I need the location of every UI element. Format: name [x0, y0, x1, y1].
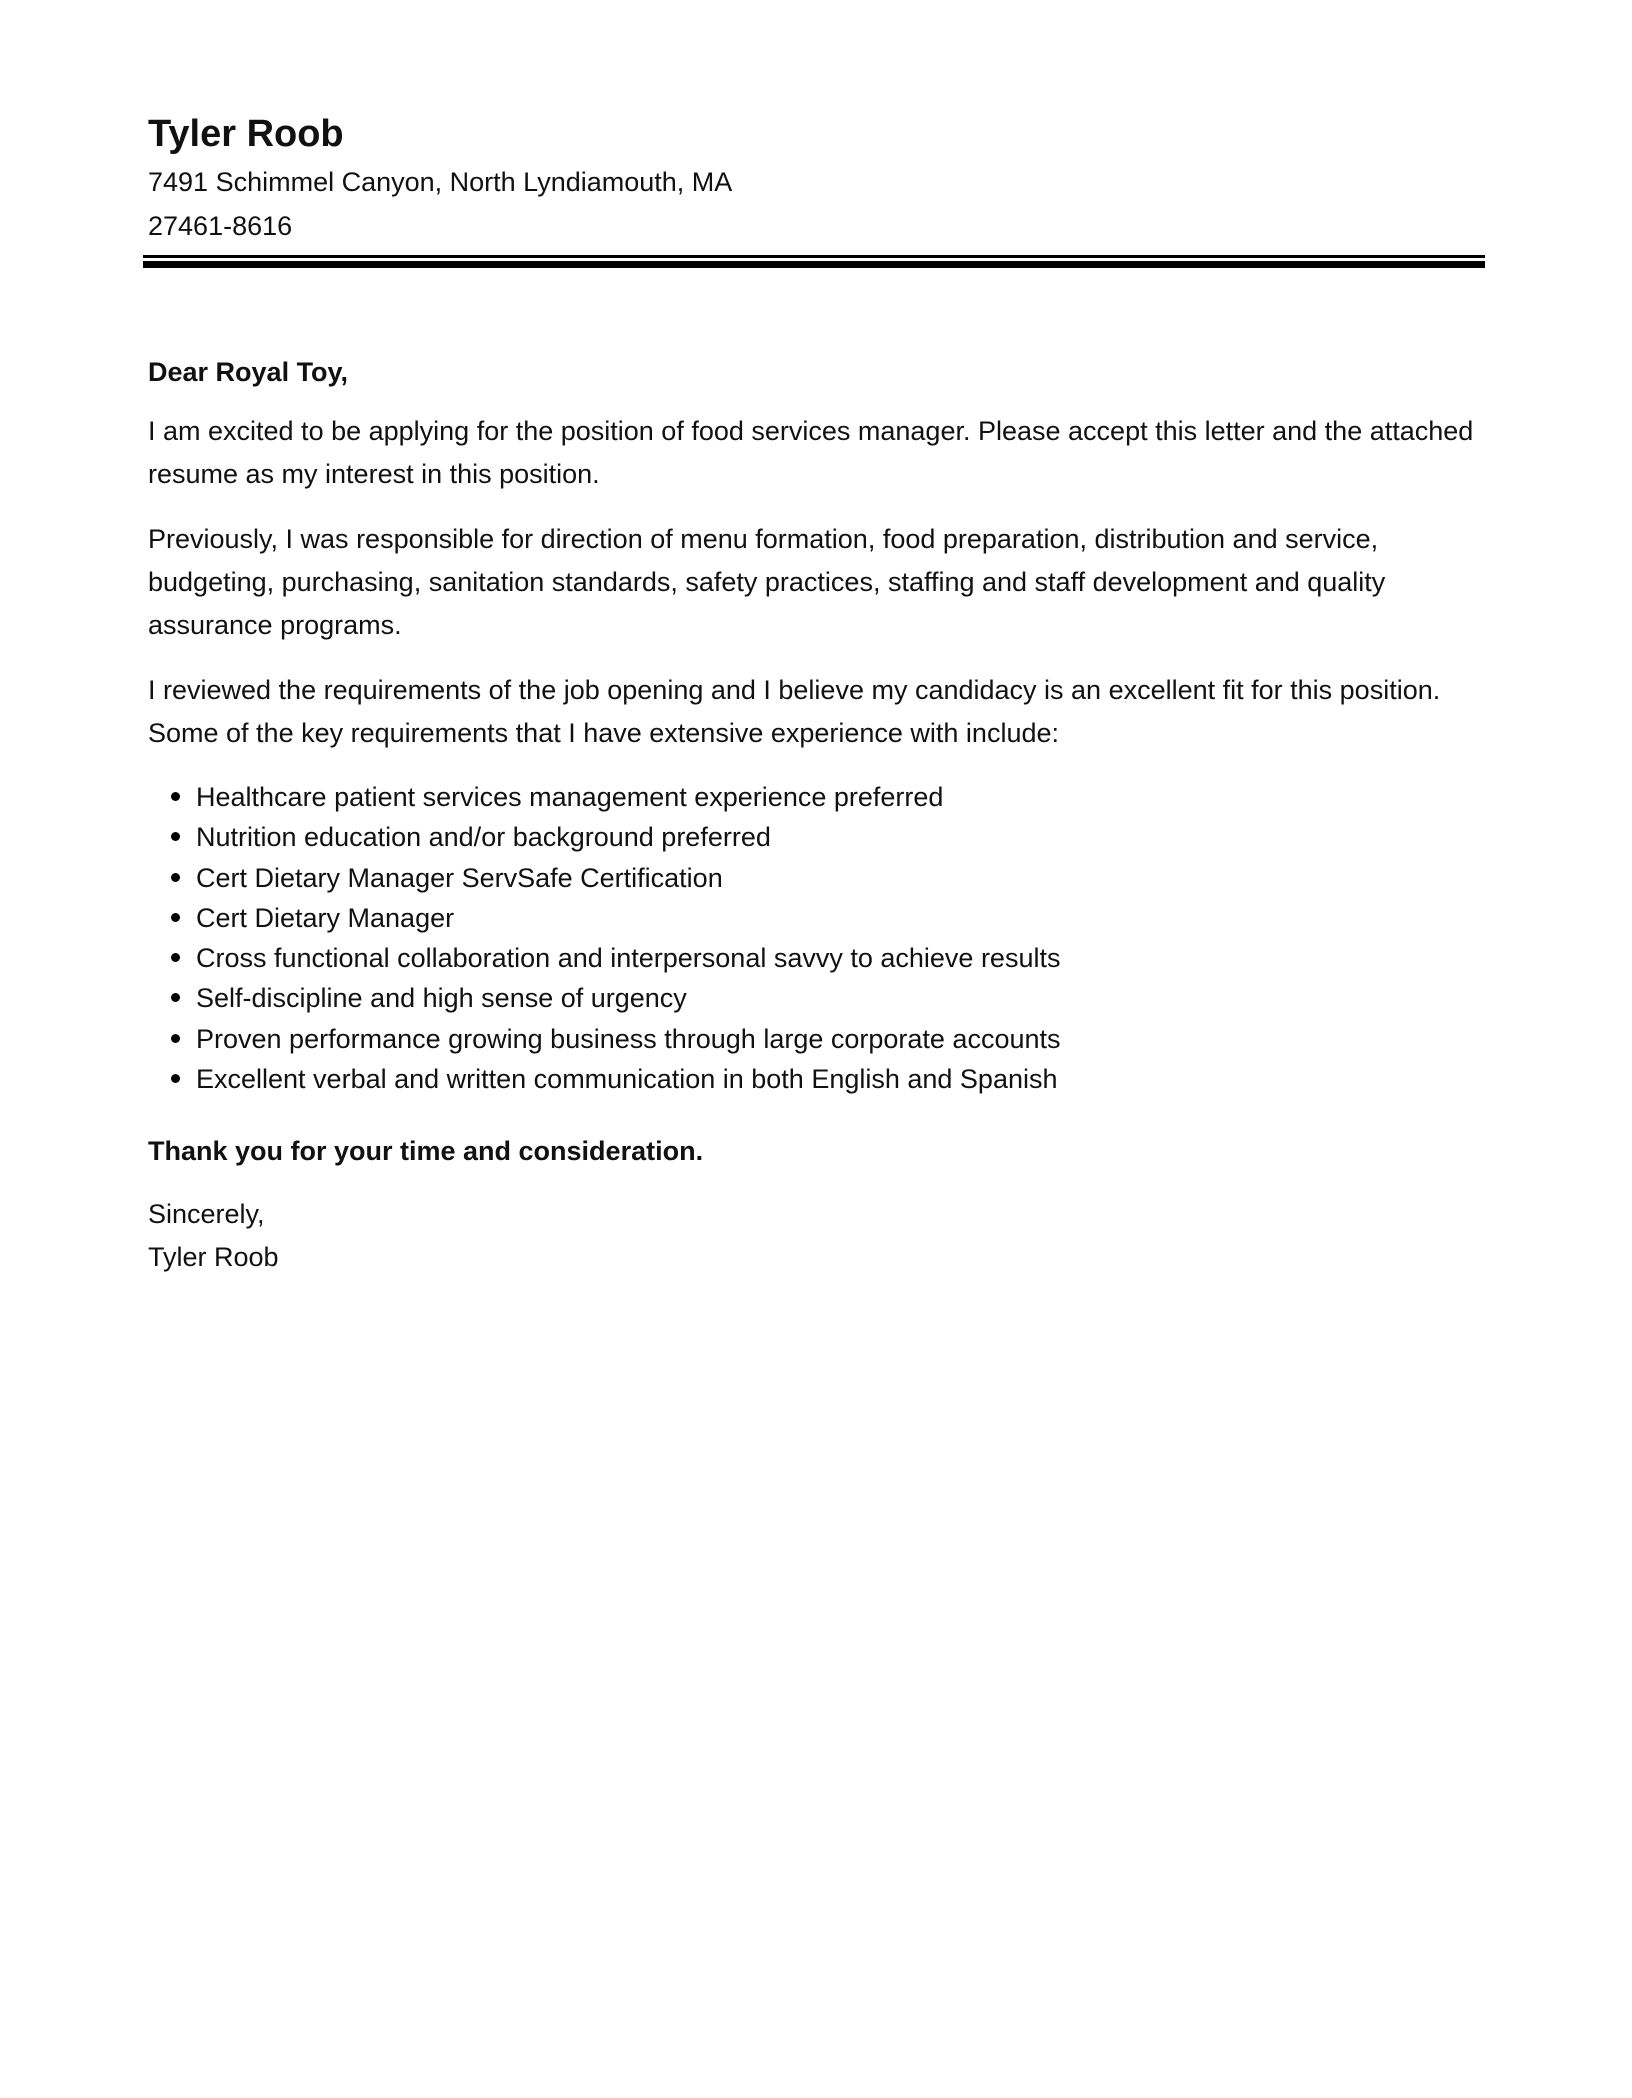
bullet-icon — [171, 913, 180, 922]
header-divider — [143, 255, 1485, 268]
list-item-text: Self-discipline and high sense of urgency — [196, 983, 687, 1014]
list-item — [148, 777, 1488, 817]
paragraph-requirements-intro: I reviewed the requirements of the job opening and I believe my candidacy is an excellent fit for this position. Some of the key requirements that I have extensive experience with include: — [148, 675, 1441, 748]
list-item — [148, 978, 1488, 1018]
sender-address-line2: 27461-8616 — [148, 211, 293, 241]
bullet-icon — [171, 993, 180, 1002]
paragraph-intro: I am excited to be applying for the position of food services manager. Please accept this letter and the attached resume as my interest in this position. — [148, 416, 1474, 489]
requirements-list — [148, 777, 1488, 1099]
list-item — [148, 858, 1488, 898]
list-item-text: Proven performance growing business through large corporate accounts — [196, 1023, 1061, 1054]
paragraph-experience: Previously, I was responsible for direction of menu formation, food preparation, distribution and service, budgeting, purchasing, sanitation standards, safety practices, staffing and staff development and quality assurance programs. — [148, 524, 1386, 640]
list-item-text: Cross functional collaboration and interpersonal savvy to achieve results — [196, 943, 1061, 974]
bullet-icon — [171, 953, 180, 962]
list-item-text: Nutrition education and/or background preferred — [196, 822, 771, 853]
bullet-icon — [171, 792, 180, 801]
list-item-text: Cert Dietary Manager — [196, 902, 455, 933]
list-item-text: Excellent verbal and written communication in both English and Spanish — [196, 1064, 1058, 1095]
thanks-line: Thank you for your time and consideration. — [148, 1136, 704, 1167]
bullet-icon — [171, 832, 180, 841]
list-item — [148, 898, 1488, 938]
bullet-icon — [171, 873, 180, 882]
list-item — [148, 938, 1488, 978]
signature: Tyler Roob — [148, 1242, 279, 1273]
list-item — [148, 1059, 1488, 1099]
closing: Sincerely, — [148, 1199, 265, 1230]
sender-address-line1: 7491 Schimmel Canyon, North Lyndiamouth, MA — [148, 167, 733, 197]
letter-body — [148, 350, 1488, 1279]
bullet-icon — [171, 1034, 180, 1043]
letterhead — [148, 108, 1488, 248]
list-item-text: Healthcare patient services management experience preferred — [196, 782, 944, 812]
header-divider-thick-line — [143, 261, 1485, 268]
list-item-text: Cert Dietary Manager ServSafe Certification — [196, 862, 723, 893]
list-item — [148, 817, 1488, 857]
salutation: Dear Royal Toy, — [148, 357, 349, 387]
bullet-icon — [171, 1074, 180, 1083]
sender-name: Tyler Roob — [148, 113, 344, 155]
list-item — [148, 1019, 1488, 1059]
